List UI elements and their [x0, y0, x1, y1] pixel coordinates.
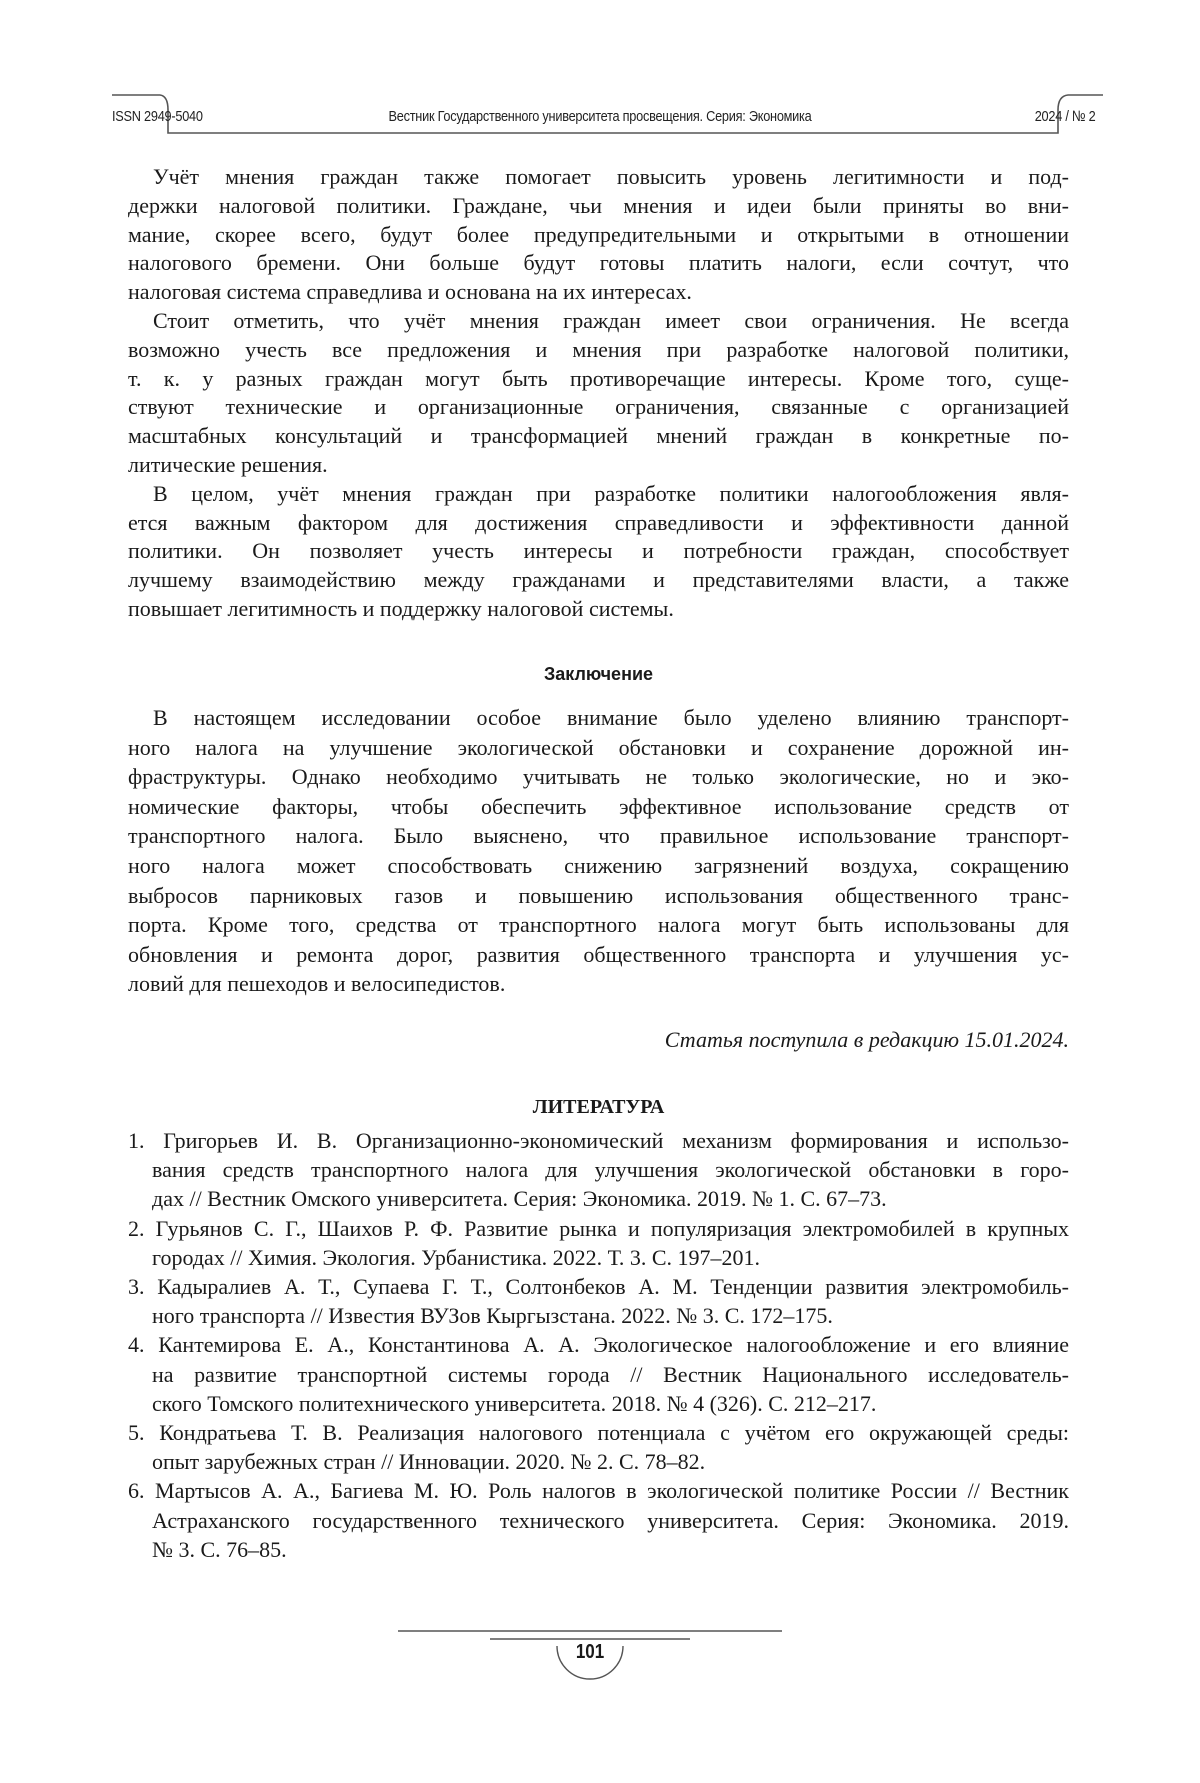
text-line: номические факторы, чтобы обеспечить эффективное использование средств от [128, 792, 1069, 822]
text-line: ловий для пешеходов и велосипедистов. [128, 969, 1069, 999]
text-line: возможно учесть все предложения и мнения при разработке налоговой политики, [128, 336, 1069, 365]
text-line: налогового бремени. Они больше будут готовы платить налоги, если сочтут, что [128, 249, 1069, 278]
reference-line: ного транспорта // Известия ВУЗов Кыргызстана. 2022. № 3. С. 172–175. [128, 1301, 1069, 1330]
text-line: лучшему взаимодействию между гражданами и представителями власти, а также [128, 566, 1069, 595]
text-line: литические решения. [128, 451, 1069, 480]
reference-item [128, 1126, 1069, 1214]
reference-line: 6. Мартысов А. А., Багиева М. Ю. Роль налогов в экологической политике России // Вестник [128, 1476, 1069, 1505]
conclusion-heading: Заключение [128, 664, 1069, 685]
reference-item [128, 1330, 1069, 1418]
reference-line: 4. Кантемирова Е. А., Константинова А. А. Экологическое налогообложение и его влияние [128, 1330, 1069, 1359]
references-list [128, 1126, 1069, 1564]
paragraph [128, 307, 1069, 480]
text-line: политики. Он позволяет учесть интересы и потребности граждан, способствует [128, 537, 1069, 566]
paragraph [128, 480, 1069, 624]
text-line: повышает легитимность и поддержку налоговой системы. [128, 595, 1069, 624]
text-line: порта. Кроме того, средства от транспортного налога могут быть использованы для [128, 910, 1069, 940]
reference-line: вания средств транспортного налога для улучшения экологической обстановки в горо- [128, 1155, 1069, 1184]
text-line: фраструктуры. Однако необходимо учитывать не только экологические, но и эко- [128, 762, 1069, 792]
paragraph [128, 163, 1069, 307]
reference-line: Астраханского государственного технического университета. Серия: Экономика. 2019. [128, 1506, 1069, 1535]
text-line: мание, скорее всего, будут более предупредительными и открытыми в отношении [128, 221, 1069, 250]
received-date-note: Статья поступила в редакцию 15.01.2024. [665, 1025, 1069, 1055]
paragraph [128, 703, 1069, 999]
reference-line: на развитие транспортной системы города // Вестник Национального исследователь- [128, 1360, 1069, 1389]
reference-line: 3. Кадыралиев А. Т., Супаева Г. Т., Солтонбеков А. М. Тенденции развития электромобиль- [128, 1272, 1069, 1301]
text-line: В целом, учёт мнения граждан при разработке политики налогообложения явля- [128, 480, 1069, 509]
reference-line: № 3. С. 76–85. [128, 1535, 1069, 1564]
text-line: масштабных консультаций и трансформацией мнений граждан в конкретные по- [128, 422, 1069, 451]
reference-item [128, 1418, 1069, 1476]
text-line: ствуют технические и организационные ограничения, связанные с организацией [128, 393, 1069, 422]
reference-line: опыт зарубежных стран // Инновации. 2020. № 2. С. 78–82. [128, 1447, 1069, 1476]
references-heading: ЛИТЕРАТУРА [128, 1096, 1069, 1119]
conclusion-text [128, 703, 1069, 999]
text-line: транспортного налога. Было выяснено, что правильное использование транспорт- [128, 821, 1069, 851]
header-journal-title: Вестник Государственного университета просвещения. Серия: Экономика [260, 108, 940, 125]
reference-item [128, 1214, 1069, 1272]
text-line: ного налога на улучшение экологической обстановки и сохранение дорожной ин- [128, 733, 1069, 763]
text-line: ется важным фактором для достижения справедливости и эффективности данной [128, 509, 1069, 538]
reference-line: городах // Химия. Экология. Урбанистика. 2022. Т. 3. С. 197–201. [128, 1243, 1069, 1272]
text-line: ного налога может способствовать снижению загрязнений воздуха, сокращению [128, 851, 1069, 881]
header-issn: ISSN 2949-5040 [112, 108, 203, 125]
text-line: Стоит отметить, что учёт мнения граждан имеет свои ограничения. Не всегда [128, 307, 1069, 336]
text-line: Учёт мнения граждан также помогает повысить уровень легитимности и под- [128, 163, 1069, 192]
reference-line: 5. Кондратьева Т. В. Реализация налогового потенциала с учётом его окружающей среды: [128, 1418, 1069, 1447]
text-line: т. к. у разных граждан могут быть противоречащие интересы. Кроме того, суще- [128, 365, 1069, 394]
reference-line: 2. Гурьянов С. Г., Шаихов Р. Ф. Развитие рынка и популяризация электромобилей в крупных [128, 1214, 1069, 1243]
page-number: 101 [565, 1641, 616, 1664]
header-issue: 2024 / № 2 [1034, 108, 1095, 125]
text-line: налоговая система справедлива и основана на их интересах. [128, 278, 1069, 307]
body-text [128, 163, 1069, 624]
reference-line: ского Томского политехнического университета. 2018. № 4 (326). С. 212–217. [128, 1389, 1069, 1418]
reference-line: 1. Григорьев И. В. Организационно-экономический механизм формирования и использо- [128, 1126, 1069, 1155]
text-line: держки налоговой политики. Граждане, чьи мнения и идеи были приняты во вни- [128, 192, 1069, 221]
reference-item [128, 1272, 1069, 1330]
text-line: В настоящем исследовании особое внимание было уделено влиянию транспорт- [128, 703, 1069, 733]
text-line: обновления и ремонта дорог, развития общественного транспорта и улучшения ус- [128, 940, 1069, 970]
reference-line: дах // Вестник Омского университета. Серия: Экономика. 2019. № 1. С. 67–73. [128, 1184, 1069, 1213]
reference-item [128, 1476, 1069, 1564]
text-line: выбросов парниковых газов и повышению использования общественного транс- [128, 881, 1069, 911]
